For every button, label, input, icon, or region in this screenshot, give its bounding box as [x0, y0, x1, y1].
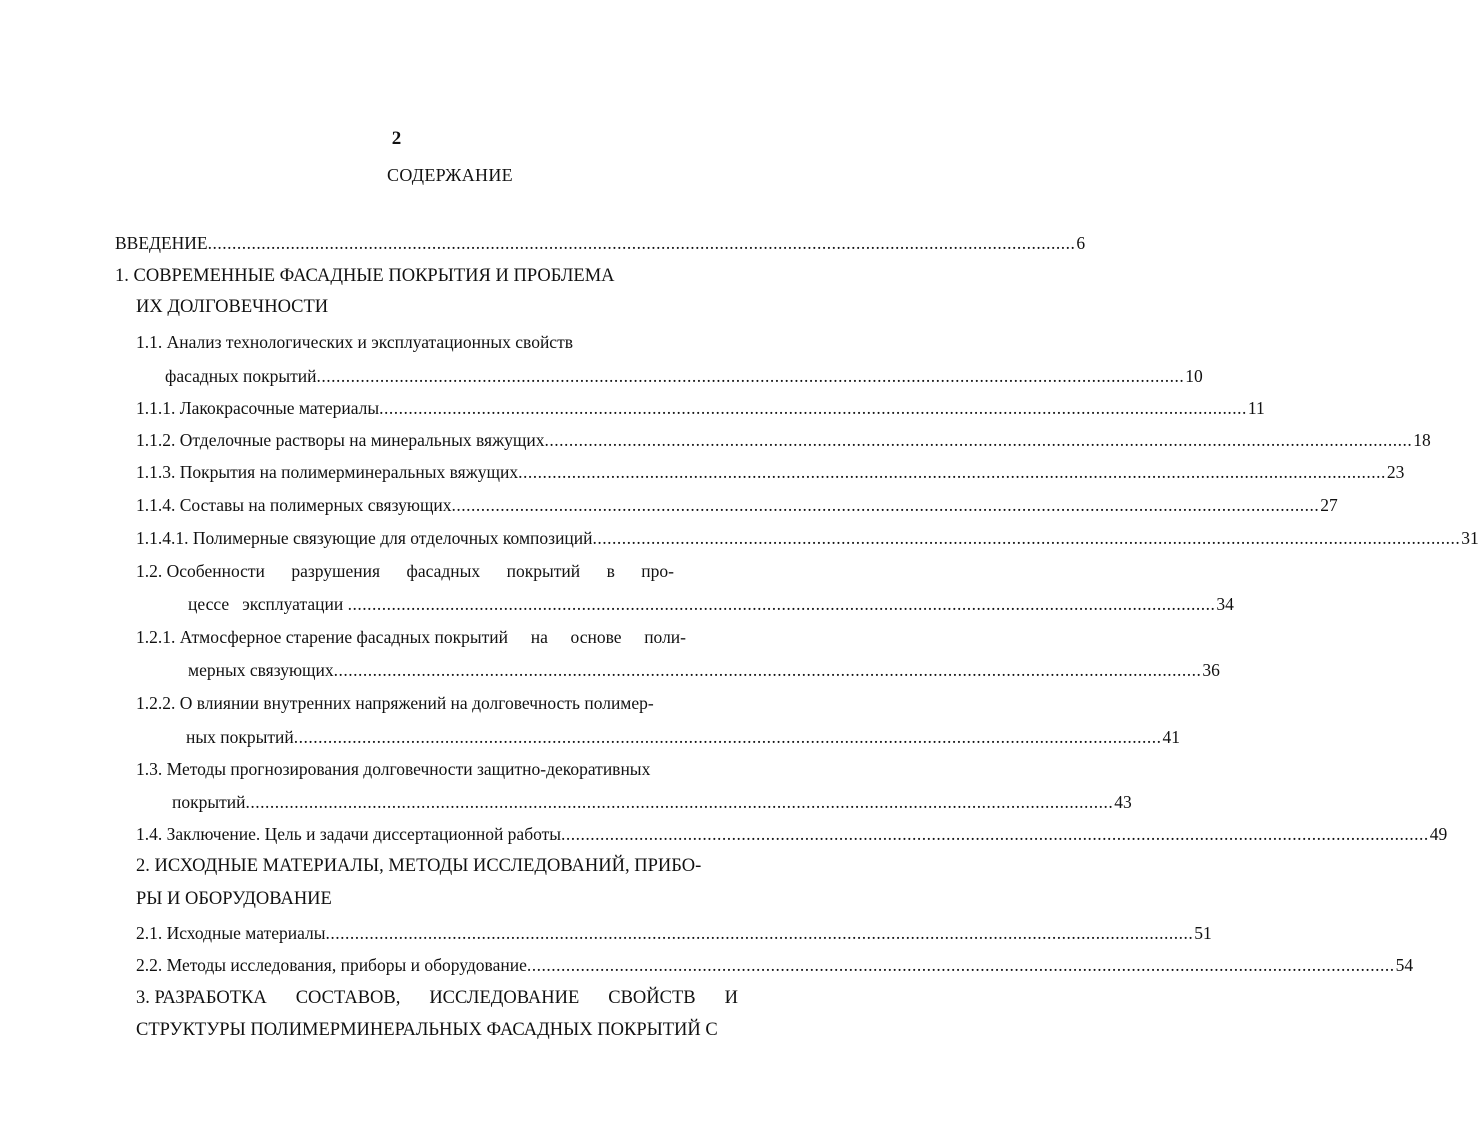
toc-entry-1-2-2-line-2 — [186, 726, 1181, 748]
page-number: 2 — [391, 128, 402, 149]
toc-entry-1-1-4-1 — [136, 527, 1479, 549]
toc-word: разрушения — [291, 561, 381, 581]
dot-leader: .................................................................................................................................................................................. — [293, 727, 1162, 747]
toc-word: поли- — [644, 627, 686, 647]
dot-leader: .................................................................................................................................................................................. — [316, 366, 1185, 386]
toc-entry-page: 43 — [1114, 792, 1132, 812]
toc-word: покрытий — [506, 561, 581, 581]
toc-entry-1-1-1 — [136, 397, 1265, 419]
toc-word: основе — [570, 627, 622, 647]
toc-entry-text: фасадных покрытий — [165, 366, 317, 386]
toc-chapter-2-line-1: 2. ИСХОДНЫЕ МАТЕРИАЛЫ, МЕТОДЫ ИССЛЕДОВАНИЙ, ПРИБО- — [136, 856, 702, 876]
dot-leader: .................................................................................................................................................................................. — [526, 955, 1395, 975]
dot-leader: .................................................................................................................................................................................. — [561, 824, 1429, 844]
toc-entry-1-1-4 — [136, 494, 1338, 516]
toc-entry-page: 34 — [1216, 594, 1234, 614]
toc-word: И — [724, 988, 738, 1008]
toc-entry-text: 1.1.4.1. Полимерные связующие для отделочных композиций — [136, 528, 593, 548]
dot-leader: .................................................................................................................................................................................. — [347, 594, 1216, 614]
dot-leader: .................................................................................................................................................................................. — [379, 398, 1247, 418]
dot-leader: .................................................................................................................................................................................. — [325, 923, 1194, 943]
toc-word: ИССЛЕДОВАНИЕ — [429, 988, 580, 1008]
toc-entry-introduction — [115, 232, 1086, 254]
toc-entry-1-2-line-1 — [136, 560, 674, 582]
toc-entry-text: цессе эксплуатации — [188, 594, 348, 614]
dot-leader: .................................................................................................................................................................................. — [544, 430, 1413, 450]
toc-chapter-2-line-2: РЫ И ОБОРУДОВАНИЕ — [136, 889, 332, 909]
toc-entry-page: 41 — [1162, 727, 1181, 747]
toc-word: 1.2. Особенности — [136, 561, 265, 581]
toc-entry-page: 23 — [1386, 462, 1405, 482]
toc-chapter-1-line-1: 1. СОВРЕМЕННЫЕ ФАСАДНЫЕ ПОКРЫТИЯ И ПРОБЛЕМА — [115, 266, 615, 286]
toc-entry-1-1-2 — [136, 429, 1431, 451]
toc-entry-text: 2.2. Методы исследования, приборы и оборудование — [136, 955, 527, 975]
dot-leader: .................................................................................................................................................................................. — [518, 462, 1386, 482]
toc-word: 1.2.1. Атмосферное старение фасадных покрытий — [136, 627, 509, 647]
toc-entry-1-2-line-2 — [188, 593, 1234, 615]
toc-entry-1-2-2-line-1: 1.2.2. О влиянии внутренних напряжений на долговечность полимер- — [136, 693, 654, 713]
dot-leader: .................................................................................................................................................................................. — [207, 233, 1076, 253]
toc-entry-text: 1.1.3. Покрытия на полимерминеральных вяжущих — [136, 462, 519, 482]
toc-chapter-3-line-2: СТРУКТУРЫ ПОЛИМЕРМИНЕРАЛЬНЫХ ФАСАДНЫХ ПОКРЫТИЙ С — [136, 1020, 718, 1040]
toc-word: СОСТАВОВ, — [295, 988, 401, 1008]
toc-entry-page: 36 — [1202, 660, 1220, 680]
toc-entry-page: 31 — [1461, 528, 1479, 548]
toc-word: 3. РАЗРАБОТКА — [136, 988, 267, 1008]
dot-leader: .................................................................................................................................................................................. — [451, 495, 1320, 515]
dot-leader: .................................................................................................................................................................................. — [592, 528, 1461, 548]
dot-leader: .................................................................................................................................................................................. — [245, 792, 1114, 812]
toc-entry-1-1-line-2 — [165, 365, 1203, 387]
toc-entry-text: ВВЕДЕНИЕ — [115, 233, 208, 253]
toc-entry-1-3-line-2 — [172, 791, 1132, 813]
toc-entry-text: 1.4. Заключение. Цель и задачи диссертационной работы — [136, 824, 562, 844]
toc-entry-page: 10 — [1185, 366, 1203, 386]
toc-entry-page: 49 — [1429, 824, 1448, 844]
toc-entry-text: 2.1. Исходные материалы — [136, 923, 326, 943]
toc-entry-page: 51 — [1194, 923, 1212, 943]
toc-chapter-1-line-2: ИХ ДОЛГОВЕЧНОСТИ — [136, 297, 329, 317]
toc-title: СОДЕРЖАНИЕ — [387, 165, 513, 185]
toc-word: про- — [641, 561, 674, 581]
dot-leader: .................................................................................................................................................................................. — [333, 660, 1202, 680]
toc-entry-text: 1.1.1. Лакокрасочные материалы — [136, 398, 380, 418]
toc-entry-2-1 — [136, 922, 1212, 944]
toc-entry-1-1-3 — [136, 461, 1405, 483]
toc-word: фасадных — [406, 561, 481, 581]
toc-entry-text: 1.1.4. Составы на полимерных связующих — [136, 495, 452, 515]
toc-entry-1-2-1-line-1 — [136, 626, 686, 648]
toc-word: в — [606, 561, 615, 581]
toc-entry-1-4 — [136, 823, 1448, 845]
toc-entry-page: 18 — [1413, 430, 1431, 450]
toc-entry-page: 11 — [1247, 398, 1265, 418]
toc-word: на — [530, 627, 548, 647]
toc-entry-text: покрытий — [172, 792, 246, 812]
toc-entry-page: 27 — [1320, 495, 1338, 515]
toc-entry-text: мерных связующих — [188, 660, 334, 680]
toc-entry-page: 54 — [1395, 955, 1414, 975]
toc-entry-text: 1.1.2. Отделочные растворы на минеральных вяжущих — [136, 430, 545, 450]
toc-chapter-3-line-1 — [136, 987, 738, 1009]
toc-entry-1-1-line-1: 1.1. Анализ технологических и эксплуатационных свойств — [136, 332, 573, 352]
toc-entry-page: 6 — [1076, 233, 1086, 253]
toc-word: СВОЙСТВ — [608, 988, 696, 1008]
toc-entry-1-2-1-line-2 — [188, 659, 1220, 681]
toc-entry-1-3-line-1: 1.3. Методы прогнозирования долговечности защитно-декоративных — [136, 759, 651, 779]
toc-entry-text: ных покрытий — [186, 727, 294, 747]
toc-entry-2-2 — [136, 954, 1414, 976]
